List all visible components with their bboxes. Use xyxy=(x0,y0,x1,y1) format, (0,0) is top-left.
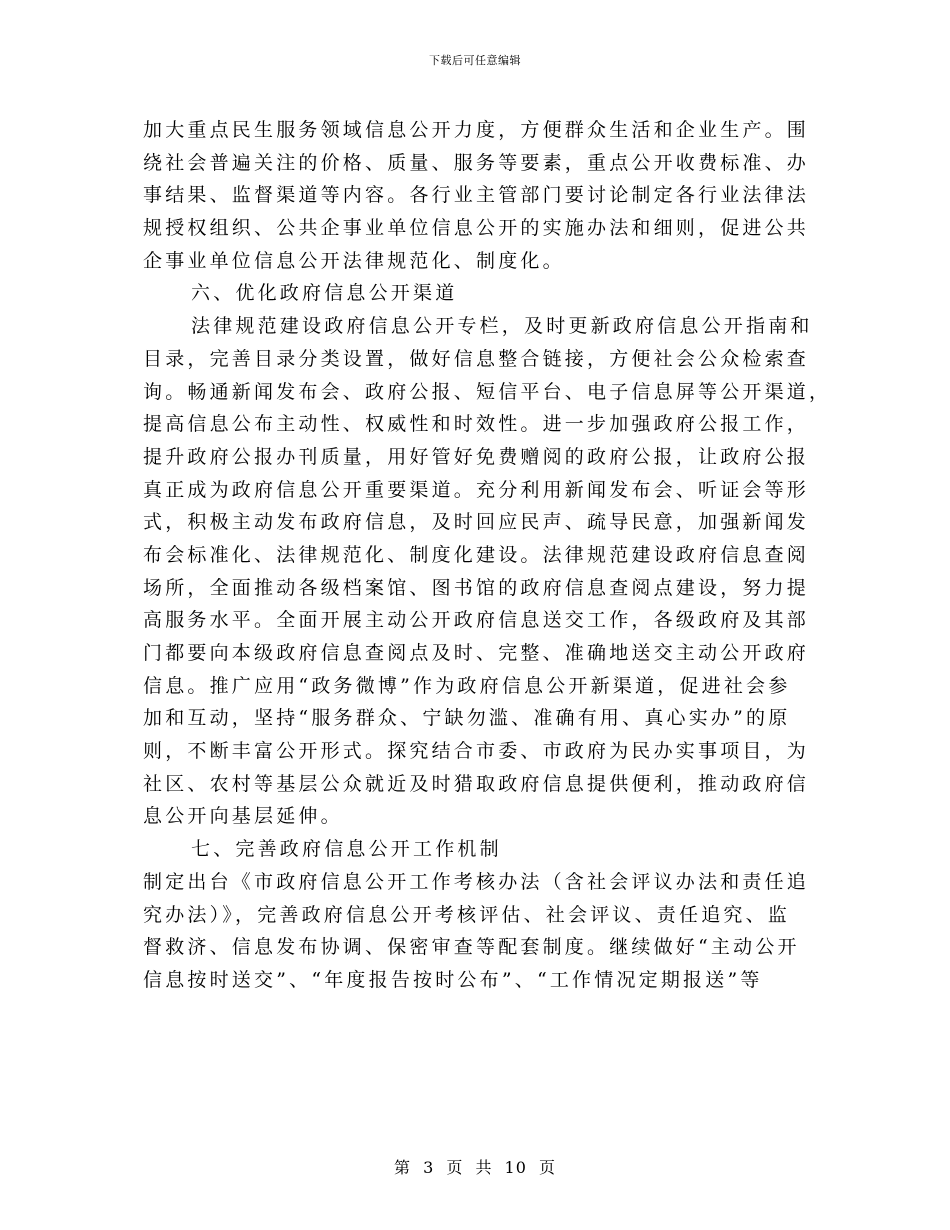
body-line: 制定出台《市政府信息公开工作考核办法（含社会评议办法和责任追 xyxy=(143,870,810,893)
page-number-footer: 第 3 页 共 10 页 xyxy=(394,1158,556,1177)
body-line: 布会标准化、法律规范化、制度化建设。法律规范建设政府信息查阅 xyxy=(143,543,810,566)
body-line: 场所，全面推动各级档案馆、图书馆的政府信息查阅点建设，努力提 xyxy=(143,576,810,599)
body-line: 绕社会普遍关注的价格、质量、服务等要素，重点公开收费标准、办 xyxy=(143,151,810,174)
body-line: 则，不断丰富公开形式。探究结合市委、市政府为民办实事项目，为 xyxy=(143,740,810,763)
section-heading: 六、优化政府信息公开渠道 xyxy=(191,282,458,305)
body-line: 门都要向本级政府信息查阅点及时、完整、准确地送交主动公开政府 xyxy=(143,642,810,664)
page-header: 下载后可任意编辑 xyxy=(429,54,521,67)
body-line: 企事业单位信息公开法律规范化、制度化。 xyxy=(143,249,565,272)
body-line: 法律规范建设政府信息公开专栏，及时更新政府信息公开指南和 xyxy=(191,315,813,338)
body-line: 规授权组织、公共企事业单位信息公开的实施办法和细则，促进公共 xyxy=(143,217,810,240)
body-line: 提升政府公报办刊质量，用好管好免费赠阅的政府公报，让政府公报 xyxy=(143,445,810,468)
section-heading: 七、完善政府信息公开工作机制 xyxy=(191,838,502,861)
body-line: 式，积极主动发布政府信息，及时回应民声、疏导民意，加强新闻发 xyxy=(143,511,810,534)
body-line: 目录，完善目录分类设置，做好信息整合链接，方便社会公众检索查 xyxy=(143,347,810,370)
body-line: 高服务水平。全面开展主动公开政府信息送交工作，各级政府及其部 xyxy=(143,609,810,632)
body-line: 事结果、监督渠道等内容。各行业主管部门要讨论制定各行业法律法 xyxy=(143,184,810,207)
body-line: 信息按时送交”、“年度报告按时公布”、“工作情况定期报送”等 xyxy=(143,968,763,991)
body-line: 询。畅通新闻发布会、政府公报、短信平台、电子信息屏等公开渠道， xyxy=(143,380,832,403)
body-line: 督救济、信息发布协调、保密审查等配套制度。继续做好“主动公开 xyxy=(143,936,800,959)
body-line: 社区、农村等基层公众就近及时猎取政府信息提供便利，推动政府信 xyxy=(143,772,810,795)
body-line: 信息。推广应用“政务微博”作为政府信息公开新渠道，促进社会参 xyxy=(143,674,791,697)
body-line: 真正成为政府信息公开重要渠道。充分利用新闻发布会、听证会等形 xyxy=(143,478,810,501)
body-line: 究办法）》，完善政府信息公开考核评估、社会评议、责任追究、监 xyxy=(143,903,791,926)
body-line: 提高信息公布主动性、权威性和时效性。进一步加强政府公报工作， xyxy=(143,413,810,436)
body-line: 加和互动，坚持“服务群众、宁缺勿滥、准确有用、真心实办”的原 xyxy=(143,707,791,730)
body-line: 息公开向基层延伸。 xyxy=(143,805,343,828)
document-body xyxy=(143,114,832,997)
body-line: 加大重点民生服务领域信息公开力度，方便群众生活和企业生产。围 xyxy=(143,119,810,141)
